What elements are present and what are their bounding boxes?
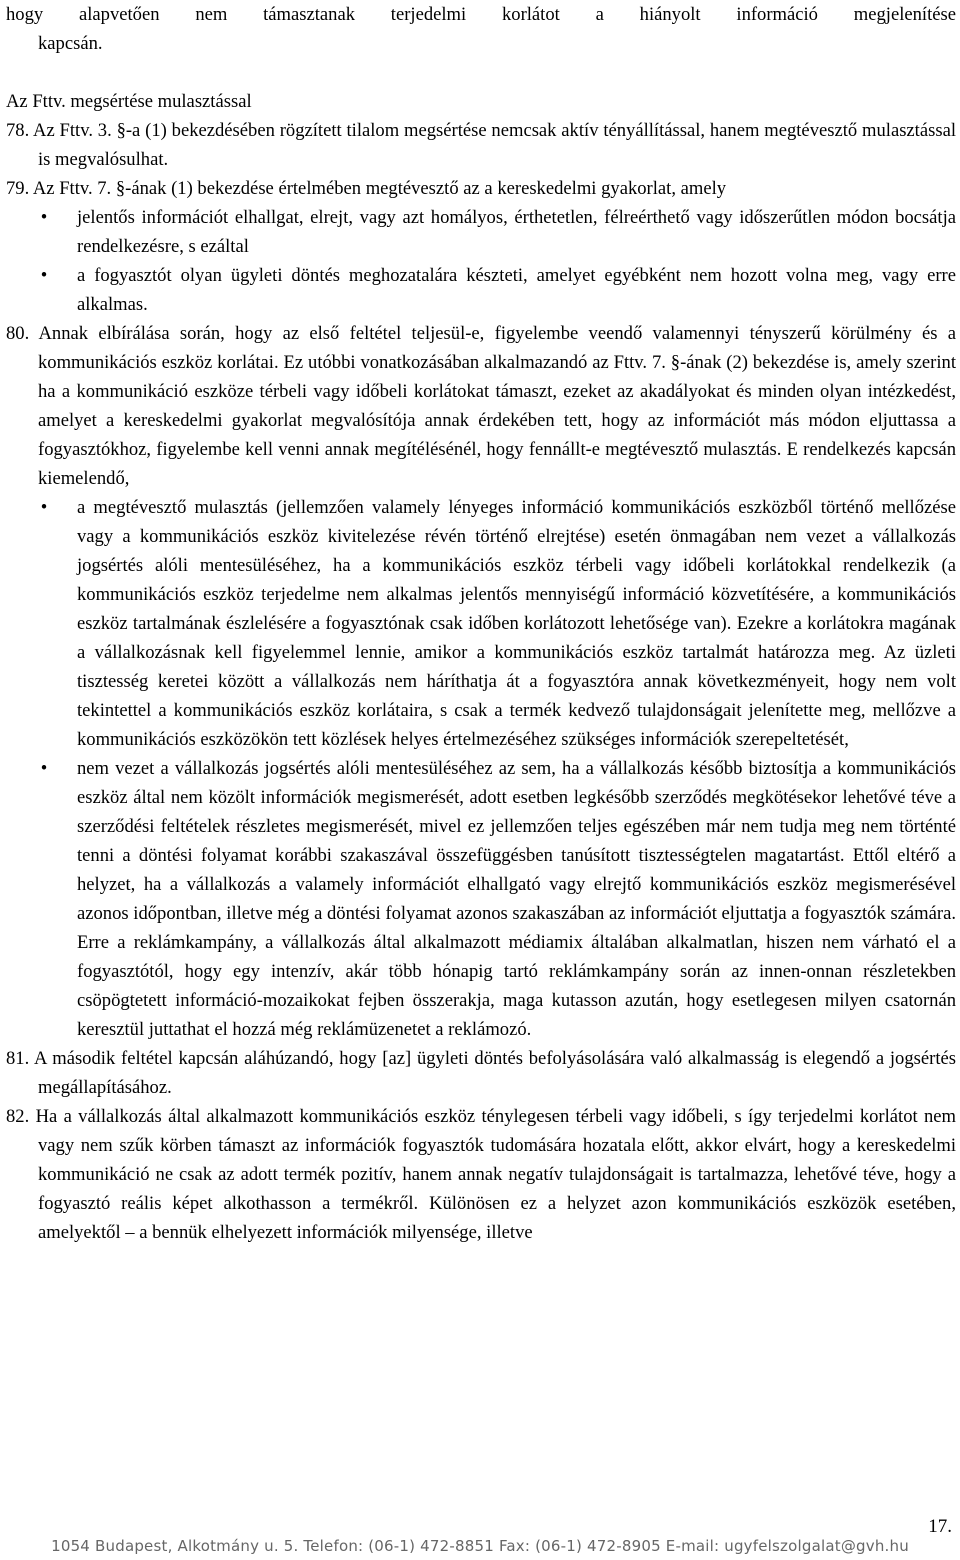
paragraph-78: 78. Az Fttv. 3. §-a (1) bekezdésében rögzített tilalom megsértése nemcsak aktív tényállítással, hanem megtévesztő mulasztással is megvalósulhat. bbox=[6, 120, 956, 170]
page-number: 17. bbox=[928, 1516, 952, 1537]
list-item-text: jelentős információt elhallgat, elrejt, vagy azt homályos, érthetetlen, félreérthető vagy időszerűtlen módon bocsátja rendelkezésre, s ezáltal bbox=[77, 207, 956, 257]
list-item bbox=[6, 754, 956, 1044]
list-item-text: a fogyasztót olyan ügyleti döntés meghozatalára készteti, amelyet egyébként nem hozott volna meg, vagy erre alkalmas. bbox=[77, 265, 956, 315]
section-heading: Az Fttv. megsértése mulasztással bbox=[6, 91, 252, 112]
list-item bbox=[6, 203, 956, 261]
document-body bbox=[6, 0, 956, 1247]
list-item-text: a megtévesztő mulasztás (jellemzően valamely lényeges információ kommunikációs eszközből történő mellőzése vagy a kommunikációs eszköz kivitelezése révén történő elrejtése) esetén önmagában nem vezet a vállalkozás jogsértés alóli mentesüléséhez, ha a kommunikációs eszköz térbeli vagy időbeli korlátokkal rendelkezik (a kommunikációs eszköz terjedelme nem alkalmas jelentős mennyiségű információ közvetítésére, a kommunikációs eszköz tartalmának észlelésére a fogyasztónak csak időben korlátozott lehetősége van). Ezekre a korlátokra magának a vállalkozásnak kell figyelemmel lennie, amikor a kommunikációs eszköz tartalmát határozza meg. Az üzleti tisztesség keretei között a vállalkozás nem háríthatja át a fogyasztóra annak következményeit, hogy nem volt tekintettel a kommunikációs eszköz korlátaira, s csak a termék kedvező tulajdonságait jelenítette meg, mellőzve a kommunikációs eszközökön tett közlések helyes értelmezéséhez szükséges információk szerepeltetését, bbox=[77, 497, 956, 750]
bullet-icon: • bbox=[40, 207, 48, 228]
list-item bbox=[6, 493, 956, 754]
paragraph-81: 81. A második feltétel kapcsán aláhúzandó, hogy [az] ügyleti döntés befolyásolására való alkalmasság is elegendő a jogsértés megállapításához. bbox=[6, 1048, 956, 1098]
bullet-icon: • bbox=[40, 265, 48, 286]
intro-line-1: hogy alapvetően nem támasztanak terjedelmi korlátot a hiányolt információ megjelenítése bbox=[6, 4, 956, 25]
paragraph-82: 82. Ha a vállalkozás által alkalmazott kommunikációs eszköz ténylegesen térbeli vagy időbeli, s így terjedelmi korlátot nem vagy nem szűk körben támaszt az információk fogyasztók tudomására hozatala előtt, akkor elvárt, hogy a kereskedelmi kommunikáció ne csak az adott termék pozitív, hanem annak negatív tulajdonságait is tartalmazza, lehetővé téve, hogy a fogyasztó reális képet alkothasson a termékről. Különösen ez a helyzet azon kommunikációs eszközök esetében, amelyektől – a bennük elhelyezett információk milyensége, illetve bbox=[6, 1106, 956, 1243]
spacer bbox=[6, 58, 956, 87]
footer-contact: 1054 Budapest, Alkotmány u. 5. Telefon: (06-1) 472-8851 Fax: (06-1) 472-8905 E-mail: ugyfelszolgalat@gvh.hu bbox=[51, 1537, 909, 1555]
bullet-icon: • bbox=[40, 758, 48, 779]
intro-line-2: kapcsán. bbox=[38, 33, 103, 54]
paragraph-79: 79. Az Fttv. 7. §-ának (1) bekezdése értelmében megtévesztő az a kereskedelmi gyakorlat, amely bbox=[6, 178, 727, 199]
list-item bbox=[6, 261, 956, 319]
bullet-icon: • bbox=[40, 497, 48, 518]
paragraph-80: 80. Annak elbírálása során, hogy az első feltétel teljesül-e, figyelembe veendő valamennyi tényszerű körülmény és a kommunikációs eszköz korlátai. Ez utóbbi vonatkozásában alkalmazandó az Fttv. 7. §-ának (2) bekezdése is, amely szerint ha a kommunikáció eszköze térbeli vagy időbeli korlátokat támaszt, ezeket az akadályokat és minden olyan intézkedést, amelyet a kereskedelmi gyakorlat megvalósítója annak érdekében tett, hogy az információt más módon eljuttassa a fogyasztókhoz, figyelembe kell venni annak megítélésénél, hogy fennállt-e megtévesztő mulasztás. E rendelkezés kapcsán kiemelendő, bbox=[6, 323, 956, 489]
list-item-text: nem vezet a vállalkozás jogsértés alóli mentesüléséhez az sem, ha a vállalkozás később biztosítja a kommunikációs eszköz által nem közölt információk megismerését, adott esetben legkésőbb szerződés megkötésekor lehetővé téve a szerződési feltételek részletes megismerését, mivel ez jellemzően teljes egészében már nem tudja meg nem történté tenni a döntési folyamat korábbi szakaszával összefüggésben tanúsított tisztességtelen magatartást. Ettől eltérő a helyzet, ha a vállalkozás a valamely információt elhallgató vagy elrejtő kommunikációs eszköz megismerésével azonos időpontban, illetve még a döntési folyamat azonos szakaszában az információt eljuttatja a fogyasztók számára. Erre a reklámkampány, a vállalkozás által alkalmazott médiamix általában alkalmatlan, hiszen nem várható el a fogyasztótól, hogy egy intenzív, akár több hónapig tartó reklámkampány során az innen-onnan részletekben csöpögtetett információ-mozaikokat fejben összerakja, maga kutasson azután, hogy esetlegesen milyen csatornán keresztül juttathat el hozzá még reklámüzenetet a reklámozó. bbox=[77, 758, 956, 1040]
